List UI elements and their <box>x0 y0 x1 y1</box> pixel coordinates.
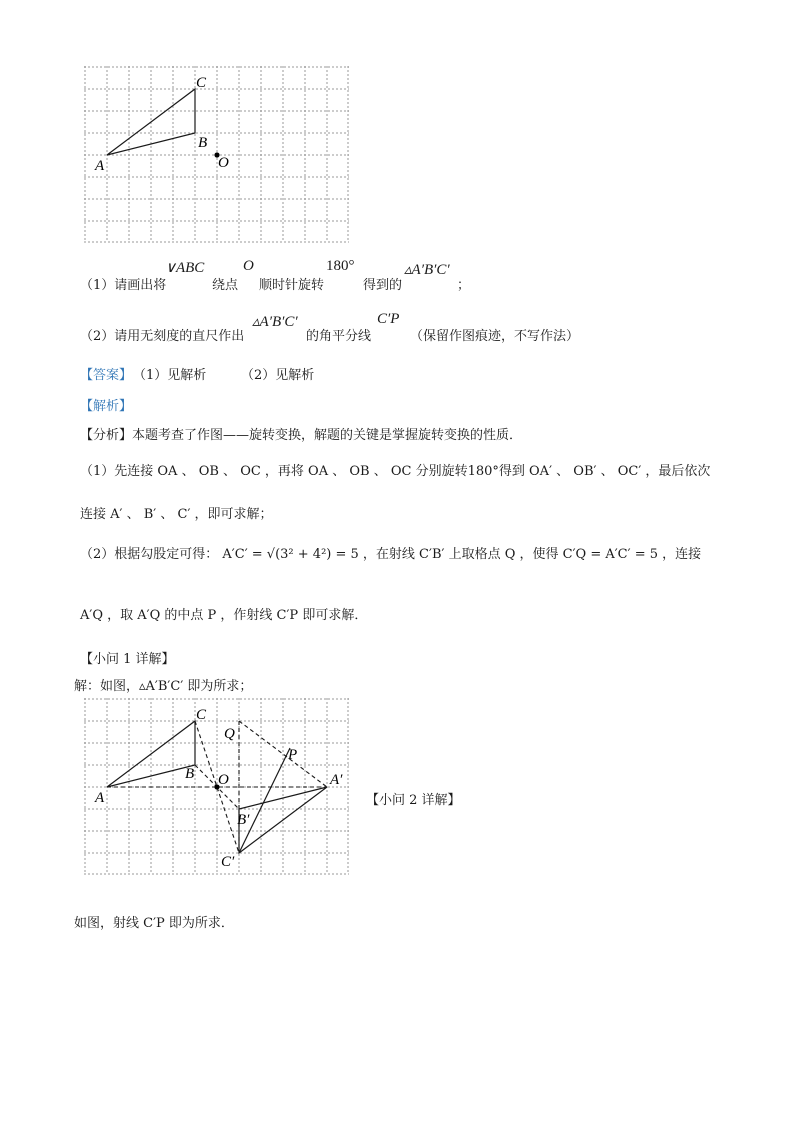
label-c-prime: C′ <box>221 854 235 870</box>
label-o-2: O <box>218 772 229 788</box>
label-c: C <box>196 75 207 91</box>
answer-part-1: （1）见解析 <box>133 368 207 383</box>
q2-text-a: （2）请用无刻度的直尺作出 <box>80 329 245 344</box>
analysis-step1-line2: 连接 A′ 、 B′ 、 C′ ，即可求解； <box>80 507 273 522</box>
detail-1-heading: 【小问 1 详解】 <box>80 652 175 667</box>
figure-2-grid <box>84 698 350 876</box>
label-b: B <box>198 135 208 151</box>
detail-2-heading: 【小问 2 详解】 <box>366 793 461 808</box>
q2-triangle: ▵A′B′C′ <box>252 314 298 330</box>
q2-text-c: （保留作图痕迹，不写作法） <box>410 329 580 344</box>
label-a-2: A <box>95 790 105 806</box>
detail-1-text: 解：如图，▵A′B′C′ 即为所求； <box>74 679 253 694</box>
label-o: O <box>218 155 229 171</box>
q1-angle: 180° <box>326 258 355 274</box>
label-q: Q <box>224 726 235 742</box>
answer-part-2: （2）见解析 <box>241 368 315 383</box>
q1-point-o: O <box>243 258 254 274</box>
q1-text-c: 顺时针旋转 <box>259 278 325 293</box>
q1-text-a: （1）请画出将 <box>80 278 167 293</box>
label-b-2: B <box>185 766 195 782</box>
analysis-step2-line1: （2）根据勾股定可得： A′C′ = √(3² + 4²) = 5 ，在射线 C′B′ 上取格点 Q ，使得 C′Q = A′C′ = 5 ，连接 <box>80 547 702 562</box>
q1-end: ； <box>457 278 471 293</box>
figure-1-grid <box>84 66 350 244</box>
analysis-summary: 【分析】本题考查了作图——旋转变换，解题的关键是掌握旋转变换的性质． <box>80 428 523 443</box>
q2-text-b: 的角平分线 <box>306 329 372 344</box>
analysis-tag: 【解析】 <box>80 399 133 414</box>
q1-triangle-abc: ∨ABC <box>165 260 205 276</box>
q1-triangle-a2b2c2: ▵A′B′C′ <box>404 262 450 278</box>
q1-text-b: 绕点 <box>212 278 239 293</box>
analysis-step2-line2: A′Q ，取 A′Q 的中点 P ，作射线 C′P 即可求解． <box>80 608 368 623</box>
label-a-prime: A′ <box>330 772 343 788</box>
q2-line-cp: C′P <box>377 311 400 327</box>
q1-text-d: 得到的 <box>363 278 403 293</box>
label-p: P <box>288 747 298 763</box>
label-a: A <box>95 158 105 174</box>
detail-2-text: 如图，射线 C′P 即为所求． <box>74 916 234 931</box>
analysis-step1-line1: （1）先连接 OA 、 OB 、 OC ，再将 OA 、 OB 、 OC 分别旋转180°得到 OA′ 、 OB′ 、 OC′ ，最后依次 <box>80 464 711 479</box>
label-b-prime: B′ <box>237 812 250 828</box>
label-c-2: C <box>196 707 207 723</box>
answer-tag: 【答案】 <box>80 368 133 383</box>
